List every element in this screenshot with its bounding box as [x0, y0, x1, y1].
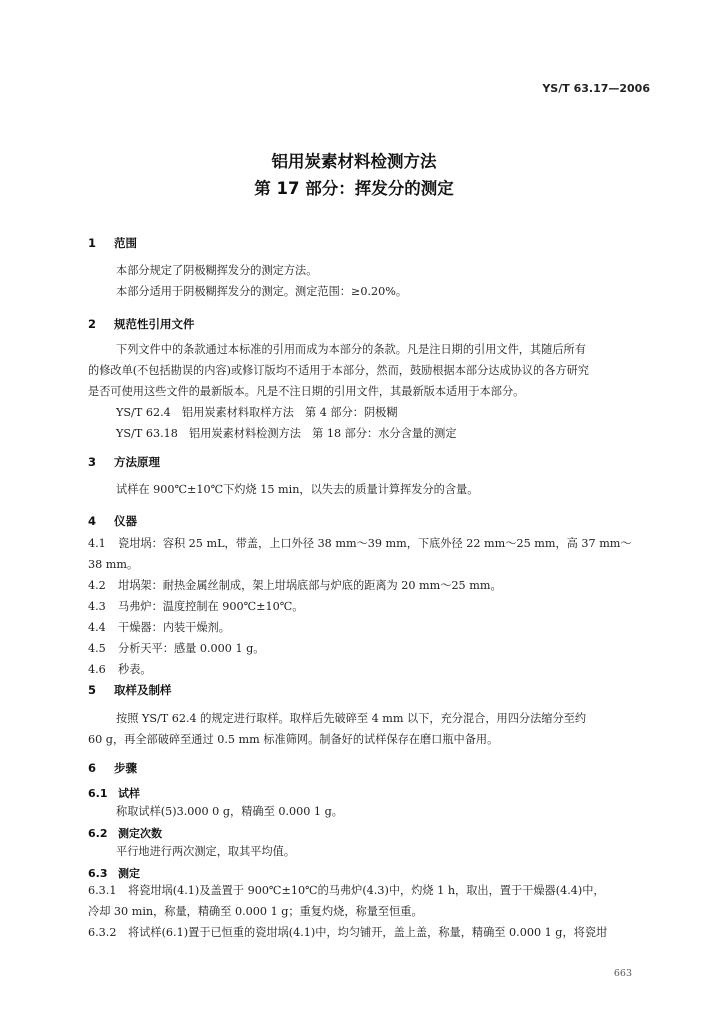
list-item: [88, 596, 303, 617]
subsection-title: 试样: [118, 787, 140, 800]
paragraph: 60 g，再全部破碎至通过 0.5 mm 标准筛网。制备好的试样保存在磨口瓶中备用。: [88, 733, 499, 746]
paragraph: 试样在 900℃±10℃下灼烧 15 min，以失去的质量计算挥发分的含量。: [116, 483, 479, 496]
section-number: 1: [88, 236, 97, 250]
subsection-number: 6.1: [88, 787, 108, 800]
reference-item: YS/T 62.4 铝用炭素材料取样方法 第 4 部分：阴极糊: [116, 406, 398, 419]
subsection-number: 6.2: [88, 827, 108, 840]
list-item: [88, 638, 264, 659]
paragraph: 是否可使用这些文件的最新版本。凡是不注日期的引用文件，其最新版本适用于本部分。: [88, 385, 525, 398]
subsection-title: 测定次数: [118, 827, 162, 840]
item-number: 4.3: [88, 600, 106, 613]
item-number: 6.3.1: [88, 884, 117, 897]
section-5-heading: [88, 682, 172, 698]
section-number: 4: [88, 514, 97, 528]
list-item: [88, 617, 230, 638]
document-title-line1: 铝用炭素材料检测方法: [271, 152, 437, 171]
section-title: 仪器: [114, 514, 137, 528]
section-title: 步骤: [114, 761, 137, 775]
item-text: 瓷坩埚：容积 25 mL，带盖，上口外径 38 mm～39 mm，下底外径 22 mm～25 mm，高 37 mm～: [118, 537, 632, 550]
paragraph: 称取试样(5)3.000 0 g，精确至 0.000 1 g。: [116, 805, 343, 818]
paragraph: 冷却 30 min，称量，精确至 0.000 1 g；重复灼烧，称量至恒重。: [88, 905, 423, 918]
paragraph: 38 mm。: [88, 558, 139, 571]
section-number: 5: [88, 683, 97, 697]
item-number: 4.2: [88, 579, 106, 592]
list-item: [88, 575, 502, 596]
section-title: 范围: [114, 236, 137, 250]
item-number: 4.6: [88, 663, 106, 676]
item-number: 4.1: [88, 537, 106, 550]
section-title: 取样及制样: [114, 683, 172, 697]
page-number: 663: [613, 968, 632, 979]
paragraph: 下列文件中的条款通过本标准的引用而成为本部分的条款。凡是注日期的引用文件，其随后所有: [116, 343, 586, 356]
item-text: 坩埚架：耐热金属丝制成，架上坩埚底部与炉底的距离为 20 mm～25 mm。: [118, 579, 502, 592]
subsection-6-3-heading: [88, 865, 140, 881]
paragraph: 平行地进行两次测定，取其平均值。: [116, 845, 296, 858]
section-number: 6: [88, 761, 97, 775]
section-1-heading: [88, 235, 137, 251]
section-title: 规范性引用文件: [114, 317, 195, 331]
list-item: [88, 533, 632, 554]
list-item: [88, 922, 607, 943]
list-item: [88, 880, 605, 901]
subsection-6-2-heading: [88, 825, 162, 841]
item-text: 将瓷坩埚(4.1)及盖置于 900℃±10℃的马弗炉(4.3)中，灼烧 1 h，取出，置于干燥器(4.4)中，: [128, 884, 605, 897]
document-title-line2: 第 17 部分：挥发分的测定: [254, 179, 454, 198]
section-2-heading: [88, 316, 195, 332]
section-number: 3: [88, 455, 97, 469]
item-number: 6.3.2: [88, 926, 117, 939]
paragraph: 的修改单(不包括勘误的内容)或修订版均不适用于本部分，然而，鼓励根据本部分达成协议的各方研究: [88, 364, 589, 377]
paragraph: 本部分适用于阴极糊挥发分的测定。测定范围：≥0.20%。: [116, 285, 408, 298]
section-3-heading: [88, 454, 160, 470]
item-text: 干燥器：内装干燥剂。: [118, 621, 230, 634]
section-4-heading: [88, 513, 137, 529]
section-number: 2: [88, 317, 97, 331]
item-text: 将试样(6.1)置于已恒重的瓷坩埚(4.1)中，均匀铺开，盖上盖，称量，精确至 0.000 1 g，将瓷坩: [128, 926, 608, 939]
item-text: 马弗炉：温度控制在 900℃±10℃。: [118, 600, 304, 613]
paragraph: 按照 YS/T 62.4 的规定进行取样。取样后先破碎至 4 mm 以下，充分混合，用四分法缩分至约: [116, 712, 587, 725]
paragraph: 本部分规定了阴极糊挥发分的测定方法。: [116, 264, 318, 277]
item-text: 分析天平：感量 0.000 1 g。: [118, 642, 265, 655]
reference-item: YS/T 63.18 铝用炭素材料检测方法 第 18 部分：水分含量的测定: [116, 427, 457, 440]
subsection-number: 6.3: [88, 867, 108, 880]
list-item: [88, 659, 152, 680]
section-title: 方法原理: [114, 455, 160, 469]
item-number: 4.4: [88, 621, 106, 634]
subsection-6-1-heading: [88, 785, 140, 801]
section-6-heading: [88, 760, 137, 776]
item-text: 秒表。: [118, 663, 152, 676]
subsection-title: 测定: [118, 867, 140, 880]
item-number: 4.5: [88, 642, 106, 655]
standard-code: YS/T 63.17—2006: [542, 82, 650, 95]
